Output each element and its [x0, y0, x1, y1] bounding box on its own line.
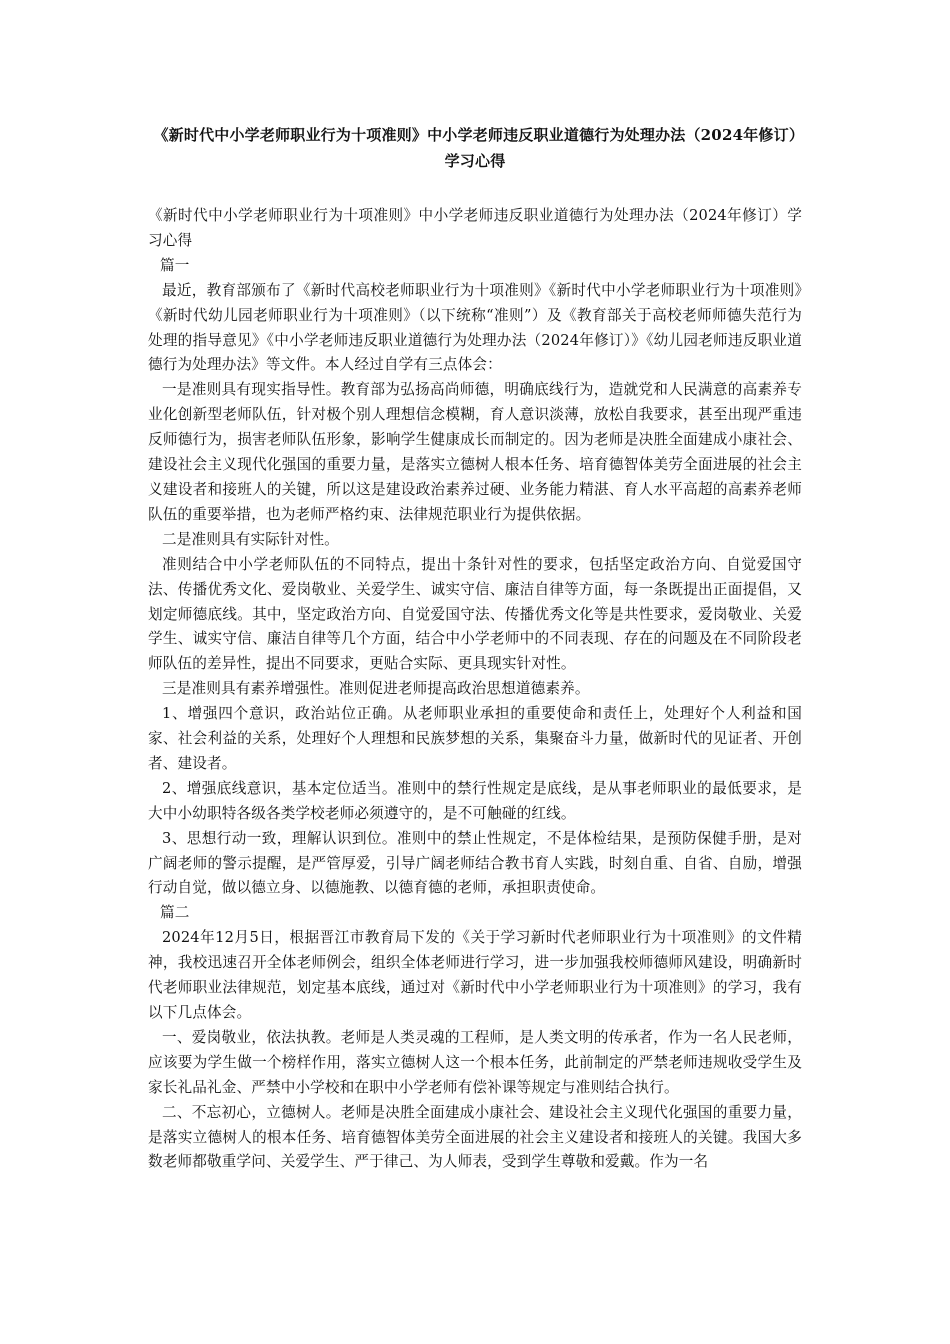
section-heading-2: 篇二 [160, 904, 190, 922]
body-paragraph: 二、不忘初心，立德树人。老师是决胜全面建成小康社会、建设社会主义现代化强国的重要力量，是落实立德树人的根本任务、培育德智体美劳全面进展的社会主义建设者和接班人的关键。我国大多数老师都敬重学问、关爱学生、严于律己、为人师表，受到学生尊敬和爱戴。作为一名 [148, 1103, 802, 1171]
document-title: 《新时代中小学老师职业行为十项准则》中小学老师违反职业道德行为处理办法（2024年修订）学习心得 [153, 126, 797, 170]
body-paragraph: 3、思想行动一致，理解认识到位。准则中的禁止性规定，不是体检结果，是预防保健手册，是对广阔老师的警示提醒，是严管厚爱，引导广阔老师结合教书育人实践，时刻自重、自省、自励，增强行动自觉，做以德立身、以德施教、以德育德的老师，承担职责使命。 [148, 829, 802, 897]
body-paragraph: 一是准则具有现实指导性。教育部为弘扬高尚师德，明确底线行为，造就党和人民满意的高素养专业化创新型老师队伍，针对极个别人理想信念模糊，育人意识淡薄，放松自我要求，甚至出现严重违反师德行为，损害老师队伍形象，影响学生健康成长而制定的。因为老师是决胜全面建成小康社会、建设社会主义现代化强国的重要力量，是落实立德树人根本任务、培育德智体美劳全面进展的社会主义建设者和接班人的关键，所以这是建设政治素养过硬、业务能力精湛、育人水平高超的高素养老师队伍的重要举措，也为老师严格约束、法律规范职业行为提供依据。 [148, 381, 802, 523]
subtitle-paragraph: 《新时代中小学老师职业行为十项准则》中小学老师违反职业道德行为处理办法（2024年修订）学习心得 [148, 207, 802, 249]
body-paragraph: 2024年12月5日，根据晋江市教育局下发的《关于学习新时代老师职业行为十项准则》的文件精神，我校迅速召开全体老师例会，组织全体老师进行学习，进一步加强我校师德师风建设，明确新时代老师职业法律规范，划定基本底线，通过对《新时代中小学老师职业行为十项准则》的学习，我有以下几点体会。 [148, 929, 802, 1021]
document-body [148, 204, 802, 1175]
body-paragraph: 2、增强底线意识，基本定位适当。准则中的禁行性规定是底线，是从事老师职业的最低要求，是大中小幼职特各级各类学校老师必须遵守的，是不可触碰的红线。 [148, 779, 802, 822]
body-paragraph: 三是准则具有素养增强性。准则促进老师提高政治思想道德素养。 [162, 680, 590, 698]
section-heading-1: 篇一 [160, 256, 190, 274]
body-paragraph: 准则结合中小学老师队伍的不同特点，提出十条针对性的要求，包括坚定政治方向、自觉爱国守法、传播优秀文化、爱岗敬业、关爱学生、诚实守信、廉洁自律等方面，每一条既提出正面提倡，又划定师德底线。其中，坚定政治方向、自觉爱国守法、传播优秀文化等是共性要求，爱岗敬业、关爱学生、诚实守信、廉洁自律等几个方面，结合中小学老师中的不同表现、存在的问题及在不同阶段老师队伍的差异性，提出不同要求，更贴合实际、更具现实针对性。 [148, 555, 802, 673]
body-paragraph: 二是准则具有实际针对性。 [162, 530, 339, 548]
body-paragraph: 一、爱岗敬业，依法执教。老师是人类灵魂的工程师，是人类文明的传承者，作为一名人民老师，应该要为学生做一个榜样作用，落实立德树人这一个根本任务，此前制定的严禁老师违规收受学生及家长礼品礼金、严禁中小学校和在职中小学老师有偿补课等规定与准则结合执行。 [148, 1028, 802, 1096]
body-paragraph: 最近，教育部颁布了《新时代高校老师职业行为十项准则》《新时代中小学老师职业行为十项准则》《新时代幼儿园老师职业行为十项准则》（以下统称“准则”）及《教育部关于高校老师师德失范行为处理的指导意见》《中小学老师违反职业道德行为处理办法（2024年修订）》《幼儿园老师违反职业道德行为处理办法》等文件。本人经过自学有三点体会： [148, 281, 802, 374]
body-paragraph: 1、增强四个意识，政治站位正确。从老师职业承担的重要使命和责任上，处理好个人利益和国家、社会利益的关系，处理好个人理想和民族梦想的关系，集聚奋斗力量，做新时代的见证者、开创者、建设者。 [148, 705, 802, 772]
